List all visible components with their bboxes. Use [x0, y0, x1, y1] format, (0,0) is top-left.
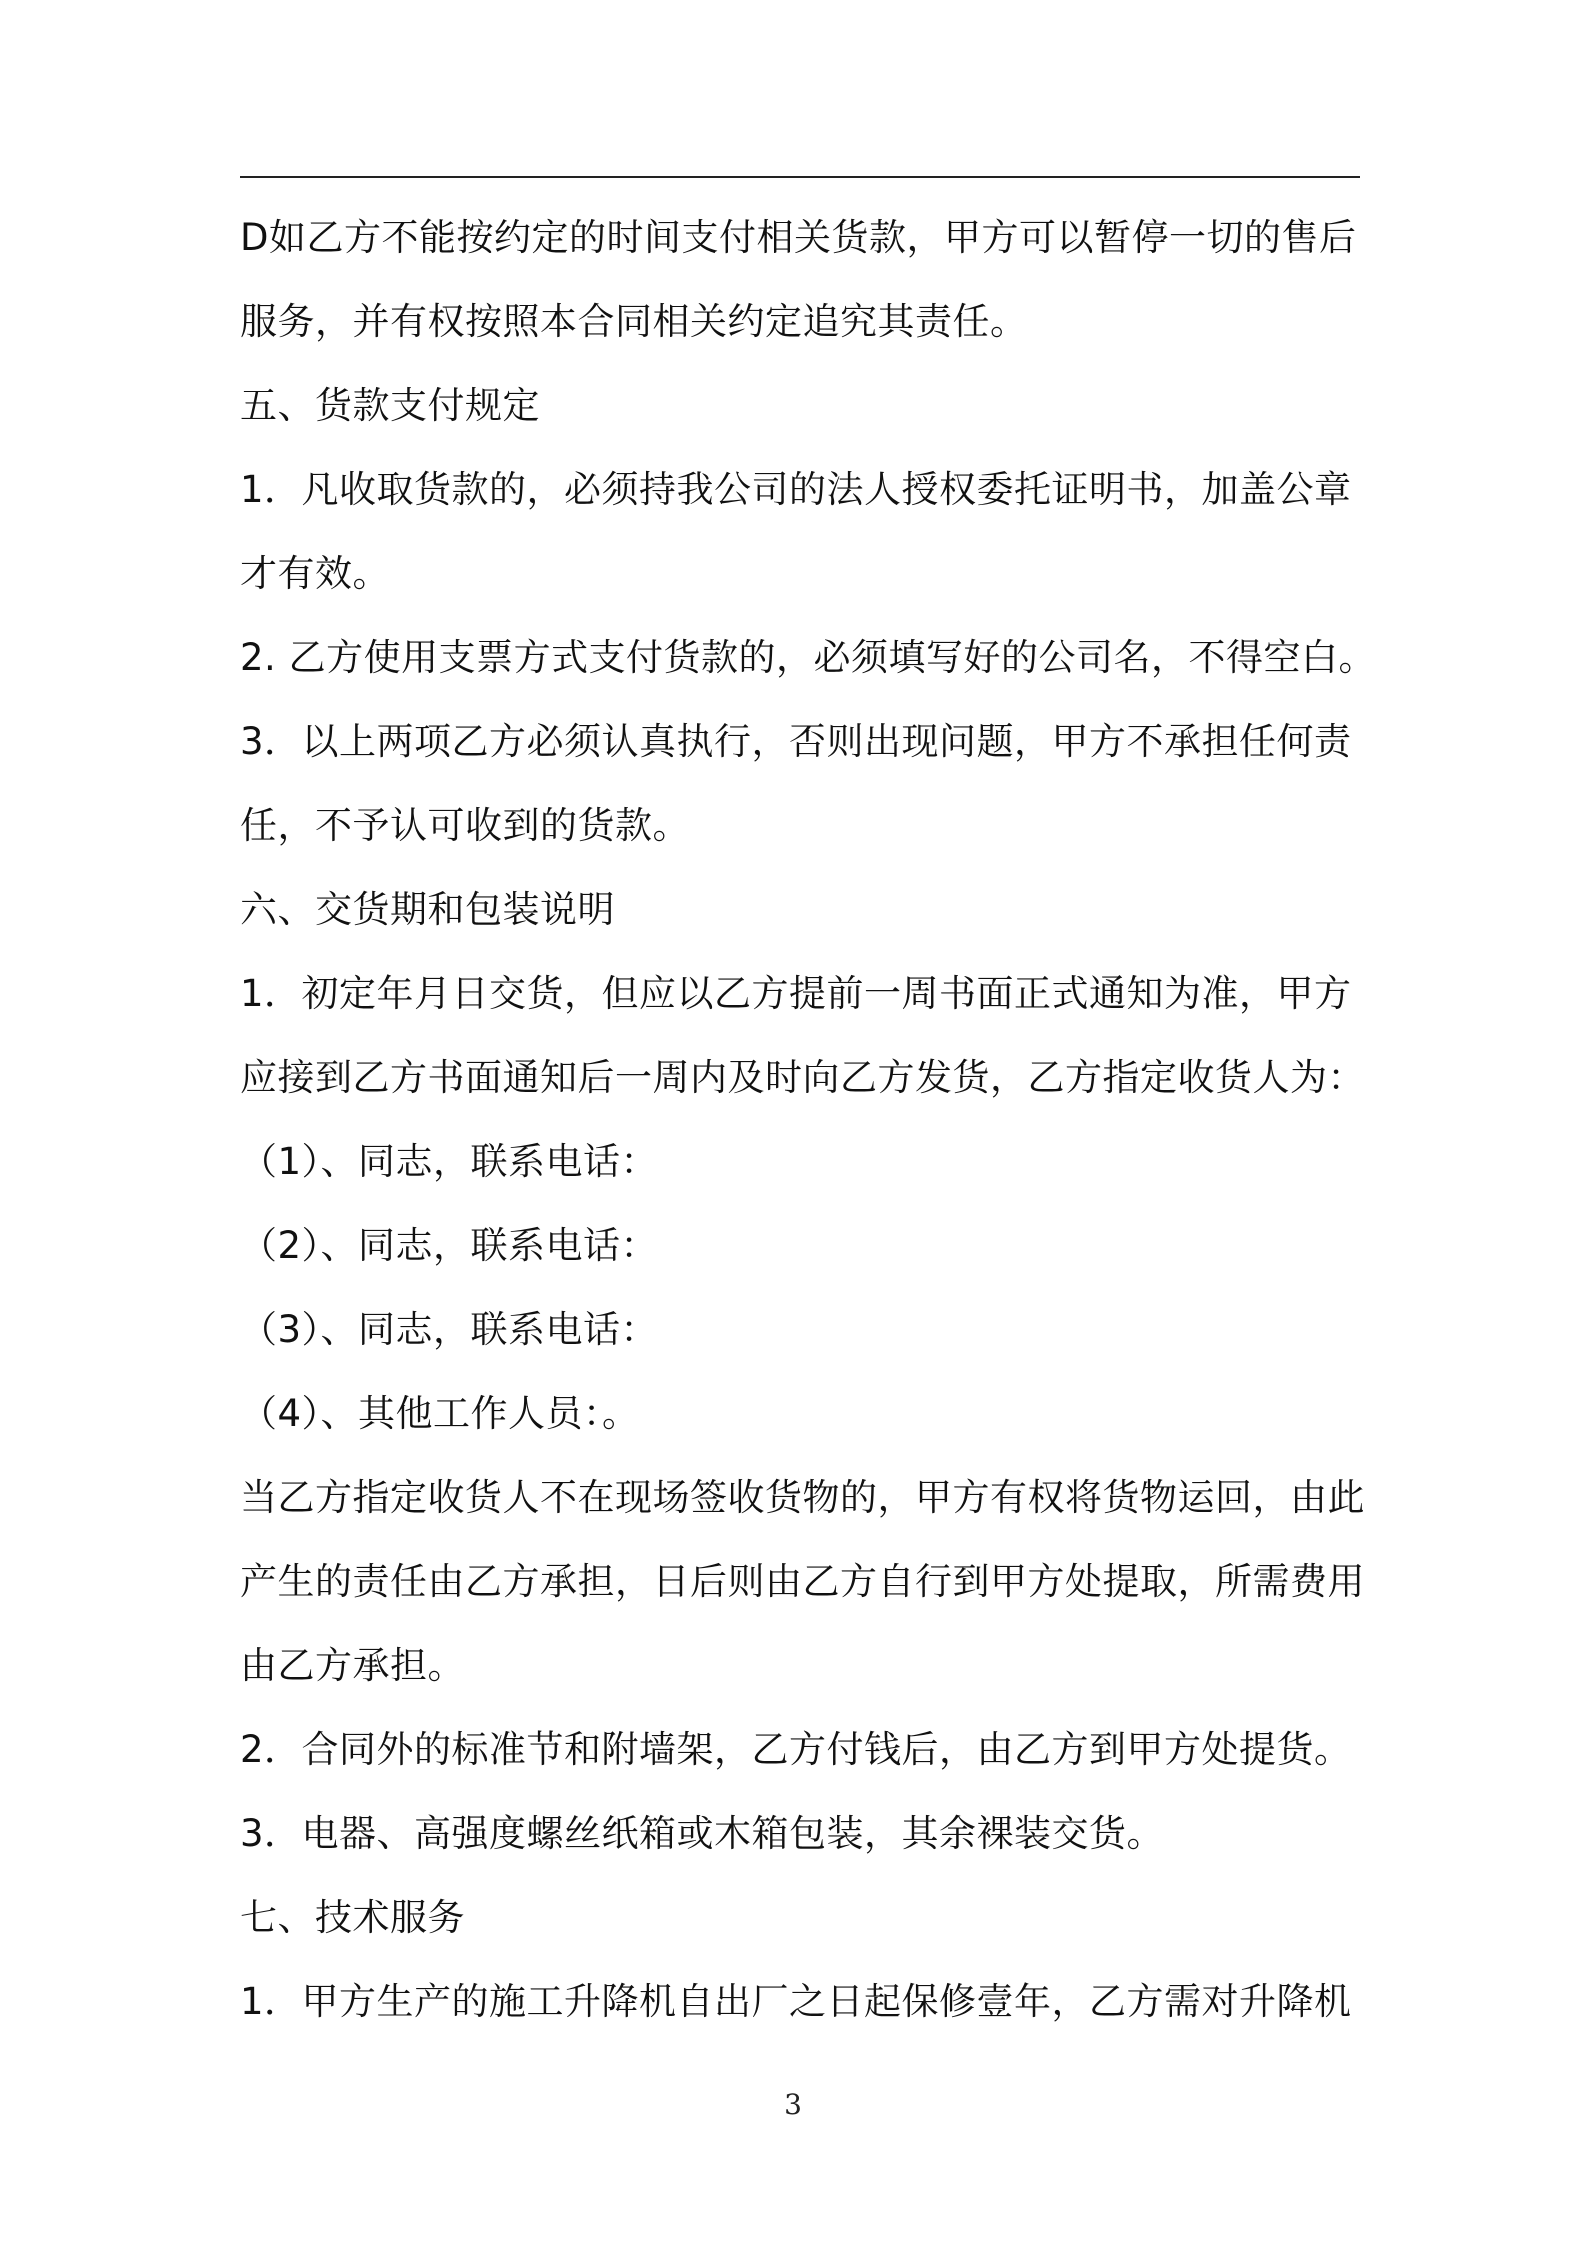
text-line: 3．电器、高强度螺丝纸箱或木箱包装，其余裸装交货。 — [240, 1812, 1165, 1855]
section-heading-payment: 五、货款支付规定 — [240, 384, 540, 427]
text-line: 1．甲方生产的施工升降机自出厂之日起保修壹年，乙方需对升降机 — [240, 1980, 1352, 2023]
section-heading-delivery: 六、交货期和包装说明 — [240, 888, 615, 931]
header-rule — [240, 176, 1360, 178]
text-line: 应接到乙方书面通知后一周内及时向乙方发货，乙方指定收货人为： — [240, 1056, 1365, 1099]
consignee-item: （3）、同志，联系电话： — [240, 1308, 659, 1351]
contract-body — [240, 196, 1377, 2044]
text-line: 3．以上两项乙方必须认真执行，否则出现问题，甲方不承担任何责 — [240, 720, 1352, 763]
text-line: 才有效。 — [240, 552, 390, 595]
text-line: 2. 乙方使用支票方式支付货款的，必须填写好的公司名，不得空白。 — [240, 636, 1377, 679]
text-line: 任，不予认可收到的货款。 — [240, 804, 690, 847]
page-number: 3 — [784, 2088, 802, 2121]
text-line: 由乙方承担。 — [240, 1644, 465, 1687]
consignee-item: （2）、同志，联系电话： — [240, 1224, 659, 1267]
text-line: 当乙方指定收货人不在现场签收货物的，甲方有权将货物运回，由此 — [240, 1476, 1365, 1519]
consignee-item: （4）、其他工作人员：。 — [240, 1392, 640, 1435]
consignee-item: （1）、同志，联系电话： — [240, 1140, 659, 1183]
text-line: 服务，并有权按照本合同相关约定追究其责任。 — [240, 300, 1028, 343]
text-line: 1．初定年月日交货，但应以乙方提前一周书面正式通知为准，甲方 — [240, 972, 1352, 1015]
text-line: 产生的责任由乙方承担，日后则由乙方自行到甲方处提取，所需费用 — [240, 1560, 1365, 1603]
text-line: 1．凡收取货款的，必须持我公司的法人授权委托证明书，加盖公章 — [240, 468, 1352, 511]
text-line: 2．合同外的标准节和附墙架，乙方付钱后，由乙方到甲方处提货。 — [240, 1728, 1352, 1771]
text-line: D如乙方不能按约定的时间支付相关货款，甲方可以暂停一切的售后 — [240, 216, 1357, 259]
section-heading-tech-service: 七、技术服务 — [240, 1896, 465, 1939]
